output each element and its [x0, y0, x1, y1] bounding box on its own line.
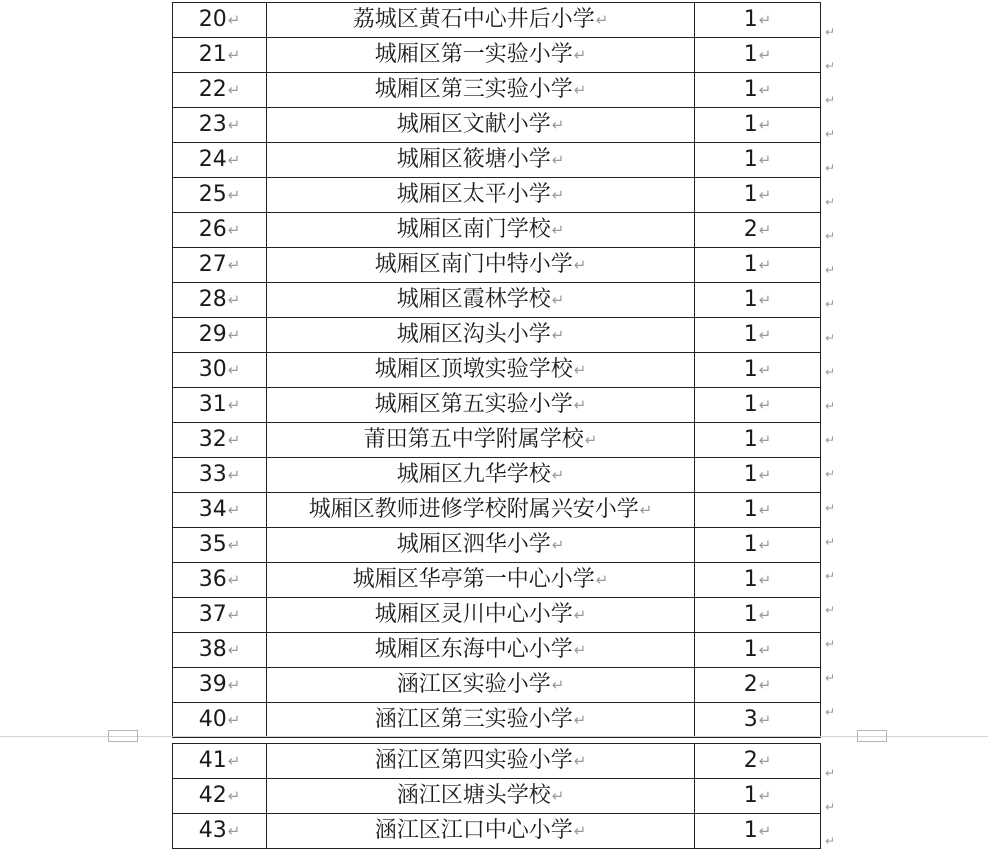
school-table-page-1: [172, 2, 821, 738]
count-cell: [695, 178, 821, 213]
paragraph-mark-icon: ↵: [551, 676, 565, 694]
quota-count: 1: [743, 252, 758, 277]
paragraph-mark-icon: ↵: [551, 151, 565, 169]
paragraph-mark-icon: ↵: [584, 431, 598, 449]
table-row: [173, 703, 821, 738]
paragraph-mark-icon: ↵: [758, 151, 772, 169]
row-number: 23: [198, 112, 227, 137]
paragraph-mark-icon: ↵: [758, 81, 772, 99]
paragraph-mark-icon: ↵: [227, 186, 241, 204]
quota-count: 1: [743, 462, 758, 487]
row-number-cell: [173, 814, 267, 849]
count-cell: [695, 744, 821, 779]
paragraph-mark-icon: ↵: [227, 536, 241, 554]
school-name-cell: [267, 73, 695, 108]
quota-count: 1: [743, 77, 758, 102]
count-cell: [695, 703, 821, 738]
table-row: [173, 213, 821, 248]
row-number-cell: [173, 493, 267, 528]
quota-count: 2: [743, 672, 758, 697]
count-cell: [695, 3, 821, 38]
school-name-cell: [267, 779, 695, 814]
paragraph-mark-icon: ↵: [227, 326, 241, 344]
school-table-page-2: [172, 743, 821, 849]
paragraph-mark-icon: ↵: [551, 536, 565, 554]
table-row: [173, 73, 821, 108]
quota-count: 1: [743, 532, 758, 557]
count-cell: [695, 213, 821, 248]
row-number: 20: [198, 7, 227, 32]
paragraph-mark-icon: ↵: [573, 711, 587, 729]
paragraph-mark-icon: ↵: [227, 46, 241, 64]
paragraph-mark-icon: ↵: [758, 396, 772, 414]
paragraph-mark-icon: ↵: [227, 752, 241, 770]
row-number: 34: [198, 497, 227, 522]
paragraph-mark-icon: ↵: [551, 326, 565, 344]
table-row: [173, 423, 821, 458]
row-number: 39: [198, 672, 227, 697]
paragraph-mark-icon: ↵: [227, 676, 241, 694]
paragraph-mark-icon: ↵: [227, 81, 241, 99]
paragraph-mark-icon: ↵: [227, 787, 241, 805]
paragraph-mark-icon: ↵: [227, 466, 241, 484]
school-name: 城厢区太平小学: [396, 182, 551, 207]
count-cell: [695, 563, 821, 598]
quota-count: 1: [743, 42, 758, 67]
paragraph-mark-icon: ↵: [758, 221, 772, 239]
row-number: 38: [198, 637, 227, 662]
row-number-cell: [173, 318, 267, 353]
school-name-cell: [267, 213, 695, 248]
school-name: 荔城区黄石中心井后小学: [352, 7, 595, 32]
paragraph-mark-icon: ↵: [227, 11, 241, 29]
table-row: [173, 563, 821, 598]
end-of-row-mark-icon: ↵: [825, 59, 836, 73]
count-cell: [695, 283, 821, 318]
table-row: [173, 318, 821, 353]
end-of-row-mark-icon: ↵: [825, 535, 836, 549]
row-number-cell: [173, 3, 267, 38]
end-of-row-mark-icon: ↵: [825, 127, 836, 141]
end-of-row-mark-icon: ↵: [825, 603, 836, 617]
paragraph-mark-icon: ↵: [551, 466, 565, 484]
quota-count: 1: [743, 567, 758, 592]
end-of-row-mark-icon: ↵: [825, 161, 836, 175]
school-name-cell: [267, 814, 695, 849]
school-name: 城厢区顶墩实验学校: [374, 357, 573, 382]
row-number: 36: [198, 567, 227, 592]
row-number-cell: [173, 633, 267, 668]
school-name-cell: [267, 458, 695, 493]
school-name-cell: [267, 248, 695, 283]
school-name: 城厢区华亭第一中心小学: [352, 567, 595, 592]
paragraph-mark-icon: ↵: [573, 396, 587, 414]
count-cell: [695, 779, 821, 814]
table-row: [173, 248, 821, 283]
school-name-cell: [267, 563, 695, 598]
row-number: 22: [198, 77, 227, 102]
school-name: 城厢区泗华小学: [396, 532, 551, 557]
paragraph-mark-icon: ↵: [758, 571, 772, 589]
page-break-line: [0, 736, 988, 737]
row-number-cell: [173, 38, 267, 73]
school-name-cell: [267, 388, 695, 423]
paragraph-mark-icon: ↵: [227, 151, 241, 169]
end-of-row-mark-icon: ↵: [825, 800, 836, 814]
paragraph-mark-icon: ↵: [573, 256, 587, 274]
paragraph-mark-icon: ↵: [227, 571, 241, 589]
school-name-cell: [267, 3, 695, 38]
table-row: [173, 779, 821, 814]
row-number: 33: [198, 462, 227, 487]
row-number: 41: [198, 748, 227, 773]
paragraph-mark-icon: ↵: [227, 221, 241, 239]
school-name-cell: [267, 703, 695, 738]
paragraph-mark-icon: ↵: [758, 256, 772, 274]
end-of-row-mark-icon: ↵: [825, 637, 836, 651]
end-of-row-mark-icon: ↵: [825, 297, 836, 311]
quota-count: 2: [743, 217, 758, 242]
row-number-cell: [173, 178, 267, 213]
paragraph-mark-icon: ↵: [573, 752, 587, 770]
end-of-row-mark-icon: ↵: [825, 705, 836, 719]
school-name: 涵江区江口中心小学: [374, 818, 573, 843]
paragraph-mark-icon: ↵: [758, 641, 772, 659]
school-name: 城厢区第五实验小学: [374, 392, 573, 417]
end-of-row-mark-icon: ↵: [825, 766, 836, 780]
school-name: 涵江区第三实验小学: [374, 707, 573, 732]
school-name: 城厢区东海中心小学: [374, 637, 573, 662]
paragraph-mark-icon: ↵: [758, 46, 772, 64]
table-row: [173, 458, 821, 493]
row-number-cell: [173, 108, 267, 143]
school-name: 城厢区九华学校: [396, 462, 551, 487]
row-number: 31: [198, 392, 227, 417]
count-cell: [695, 38, 821, 73]
school-name: 城厢区第三实验小学: [374, 77, 573, 102]
paragraph-mark-icon: ↵: [758, 501, 772, 519]
end-of-row-mark-icon: ↵: [825, 433, 836, 447]
paragraph-mark-icon: ↵: [758, 466, 772, 484]
paragraph-mark-icon: ↵: [551, 291, 565, 309]
school-name-cell: [267, 143, 695, 178]
row-number: 29: [198, 322, 227, 347]
paragraph-mark-icon: ↵: [639, 501, 653, 519]
row-number-cell: [173, 353, 267, 388]
paragraph-mark-icon: ↵: [758, 787, 772, 805]
end-of-row-mark-icon: ↵: [825, 93, 836, 107]
row-number-cell: [173, 248, 267, 283]
paragraph-mark-icon: ↵: [758, 361, 772, 379]
table-row: [173, 528, 821, 563]
quota-count: 1: [743, 602, 758, 627]
paragraph-mark-icon: ↵: [551, 116, 565, 134]
row-number-cell: [173, 143, 267, 178]
count-cell: [695, 248, 821, 283]
school-name-cell: [267, 318, 695, 353]
paragraph-mark-icon: ↵: [758, 291, 772, 309]
count-cell: [695, 458, 821, 493]
end-of-row-mark-icon: ↵: [825, 399, 836, 413]
school-name-cell: [267, 423, 695, 458]
quota-count: 1: [743, 147, 758, 172]
count-cell: [695, 108, 821, 143]
count-cell: [695, 633, 821, 668]
count-cell: [695, 668, 821, 703]
row-number-cell: [173, 283, 267, 318]
paragraph-mark-icon: ↵: [573, 81, 587, 99]
school-name: 涵江区实验小学: [396, 672, 551, 697]
school-name-cell: [267, 633, 695, 668]
table-row: [173, 108, 821, 143]
paragraph-mark-icon: ↵: [573, 361, 587, 379]
paragraph-mark-icon: ↵: [227, 256, 241, 274]
end-of-row-mark-icon: ↵: [825, 467, 836, 481]
quota-count: 1: [743, 287, 758, 312]
school-name: 城厢区筱塘小学: [396, 147, 551, 172]
row-number-cell: [173, 423, 267, 458]
count-cell: [695, 318, 821, 353]
end-of-row-mark-icon: ↵: [825, 501, 836, 515]
school-name: 城厢区霞林学校: [396, 287, 551, 312]
quota-count: 1: [743, 392, 758, 417]
row-number-cell: [173, 563, 267, 598]
quota-count: 3: [743, 707, 758, 732]
end-of-row-mark-icon: ↵: [825, 331, 836, 345]
paragraph-mark-icon: ↵: [758, 676, 772, 694]
count-cell: [695, 598, 821, 633]
school-name: 城厢区南门中特小学: [374, 252, 573, 277]
table-row: [173, 493, 821, 528]
table-row: [173, 668, 821, 703]
school-name-cell: [267, 108, 695, 143]
quota-count: 1: [743, 637, 758, 662]
paragraph-mark-icon: ↵: [551, 787, 565, 805]
row-number-cell: [173, 528, 267, 563]
count-cell: [695, 73, 821, 108]
paragraph-mark-icon: ↵: [595, 571, 609, 589]
school-name: 莆田第五中学附属学校: [363, 427, 584, 452]
paragraph-mark-icon: ↵: [551, 221, 565, 239]
page-corner-mark-right: [857, 730, 887, 742]
school-name: 涵江区塘头学校: [396, 783, 551, 808]
quota-count: 1: [743, 357, 758, 382]
school-name-cell: [267, 744, 695, 779]
end-of-row-mark-icon: ↵: [825, 195, 836, 209]
end-of-row-mark-icon: ↵: [825, 229, 836, 243]
school-name-cell: [267, 598, 695, 633]
paragraph-mark-icon: ↵: [227, 361, 241, 379]
row-number: 27: [198, 252, 227, 277]
row-number: 24: [198, 147, 227, 172]
school-name-cell: [267, 283, 695, 318]
end-of-row-mark-icon: ↵: [825, 263, 836, 277]
school-name: 城厢区沟头小学: [396, 322, 551, 347]
quota-count: 2: [743, 748, 758, 773]
page-corner-mark-left: [108, 730, 138, 742]
paragraph-mark-icon: ↵: [573, 606, 587, 624]
school-name-cell: [267, 528, 695, 563]
school-name: 城厢区第一实验小学: [374, 42, 573, 67]
paragraph-mark-icon: ↵: [758, 606, 772, 624]
count-cell: [695, 493, 821, 528]
paragraph-mark-icon: ↵: [227, 501, 241, 519]
count-cell: [695, 388, 821, 423]
row-number-cell: [173, 703, 267, 738]
school-name-cell: [267, 668, 695, 703]
count-cell: [695, 143, 821, 178]
row-number: 32: [198, 427, 227, 452]
row-number: 37: [198, 602, 227, 627]
end-of-row-mark-icon: ↵: [825, 569, 836, 583]
paragraph-mark-icon: ↵: [595, 11, 609, 29]
paragraph-mark-icon: ↵: [758, 711, 772, 729]
paragraph-mark-icon: ↵: [227, 431, 241, 449]
row-number-cell: [173, 668, 267, 703]
end-of-row-mark-icon: ↵: [825, 834, 836, 848]
table-row: [173, 178, 821, 213]
table-row: [173, 598, 821, 633]
row-number: 30: [198, 357, 227, 382]
row-number: 26: [198, 217, 227, 242]
table-row: [173, 633, 821, 668]
paragraph-mark-icon: ↵: [758, 326, 772, 344]
school-name: 涵江区第四实验小学: [374, 748, 573, 773]
end-of-row-mark-icon: ↵: [825, 25, 836, 39]
row-number: 25: [198, 182, 227, 207]
paragraph-mark-icon: ↵: [758, 752, 772, 770]
row-number: 42: [198, 783, 227, 808]
table-row: [173, 814, 821, 849]
paragraph-mark-icon: ↵: [227, 116, 241, 134]
school-name-cell: [267, 178, 695, 213]
table-row: [173, 744, 821, 779]
quota-count: 1: [743, 427, 758, 452]
paragraph-mark-icon: ↵: [227, 711, 241, 729]
paragraph-mark-icon: ↵: [551, 186, 565, 204]
quota-count: 1: [743, 7, 758, 32]
school-name: 城厢区灵川中心小学: [374, 602, 573, 627]
count-cell: [695, 353, 821, 388]
count-cell: [695, 423, 821, 458]
table-row: [173, 388, 821, 423]
quota-count: 1: [743, 182, 758, 207]
row-number-cell: [173, 73, 267, 108]
end-of-row-mark-icon: ↵: [825, 365, 836, 379]
table-row: [173, 283, 821, 318]
quota-count: 1: [743, 818, 758, 843]
paragraph-mark-icon: ↵: [758, 186, 772, 204]
paragraph-mark-icon: ↵: [227, 396, 241, 414]
row-number: 43: [198, 818, 227, 843]
row-number: 28: [198, 287, 227, 312]
paragraph-mark-icon: ↵: [758, 116, 772, 134]
row-number: 21: [198, 42, 227, 67]
school-name-cell: [267, 493, 695, 528]
row-number-cell: [173, 458, 267, 493]
table-row: [173, 143, 821, 178]
table-row: [173, 38, 821, 73]
school-name: 城厢区教师进修学校附属兴安小学: [308, 497, 639, 522]
quota-count: 1: [743, 112, 758, 137]
school-name: 城厢区南门学校: [396, 217, 551, 242]
paragraph-mark-icon: ↵: [758, 536, 772, 554]
paragraph-mark-icon: ↵: [227, 641, 241, 659]
paragraph-mark-icon: ↵: [758, 431, 772, 449]
paragraph-mark-icon: ↵: [758, 11, 772, 29]
paragraph-mark-icon: ↵: [227, 606, 241, 624]
table-row: [173, 3, 821, 38]
quota-count: 1: [743, 322, 758, 347]
quota-count: 1: [743, 783, 758, 808]
table-row: [173, 353, 821, 388]
school-name-cell: [267, 38, 695, 73]
row-number-cell: [173, 213, 267, 248]
count-cell: [695, 814, 821, 849]
paragraph-mark-icon: ↵: [573, 46, 587, 64]
row-number-cell: [173, 744, 267, 779]
end-of-row-mark-icon: ↵: [825, 671, 836, 685]
paragraph-mark-icon: ↵: [227, 822, 241, 840]
quota-count: 1: [743, 497, 758, 522]
paragraph-mark-icon: ↵: [758, 822, 772, 840]
row-number: 35: [198, 532, 227, 557]
row-number-cell: [173, 779, 267, 814]
row-number: 40: [198, 707, 227, 732]
row-number-cell: [173, 388, 267, 423]
school-name-cell: [267, 353, 695, 388]
school-name: 城厢区文献小学: [396, 112, 551, 137]
row-number-cell: [173, 598, 267, 633]
count-cell: [695, 528, 821, 563]
paragraph-mark-icon: ↵: [573, 822, 587, 840]
paragraph-mark-icon: ↵: [227, 291, 241, 309]
paragraph-mark-icon: ↵: [573, 641, 587, 659]
